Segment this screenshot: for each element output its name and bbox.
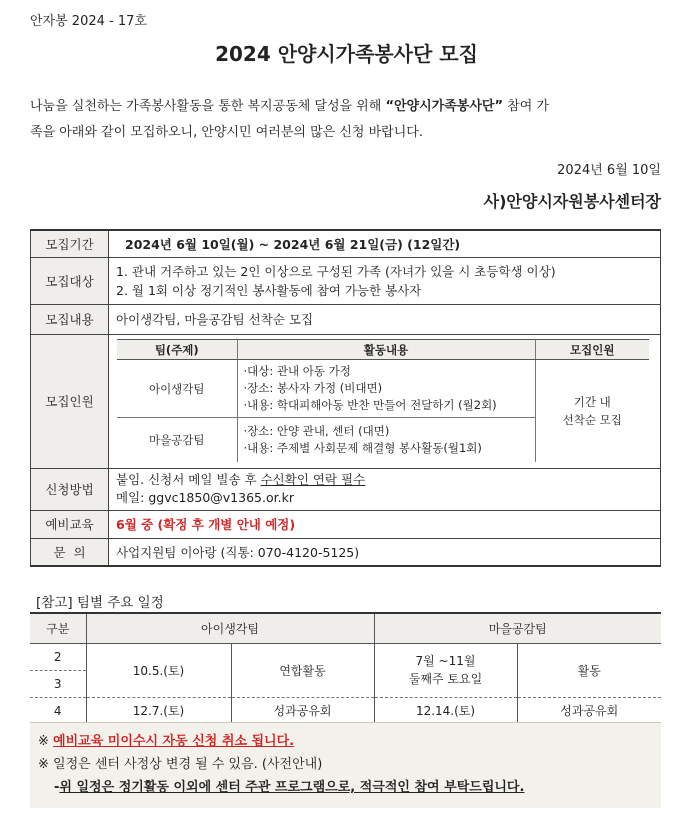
schedule-header [30, 613, 661, 643]
target-item-1: 1. 관내 거주하고 있는 2인 이상으로 구성된 가족 (자녀가 있을 시 초등학생 이상) [116, 263, 556, 279]
edu-value: 6월 중 (확정 후 개별 안내 예정) [109, 510, 661, 538]
intro-line-1 [30, 98, 670, 116]
note-participation [54, 779, 524, 797]
team-activity: ·내용: 주제별 사회문제 해결형 봉사활동(월1회) [243, 441, 482, 455]
note-cancel [38, 733, 294, 751]
apply-value [109, 468, 661, 510]
team-header-activity: 활동내용 [237, 340, 535, 360]
schedule-cell: 12.7.(토) [86, 697, 231, 724]
team-table-header [117, 340, 649, 360]
edu-row [31, 510, 661, 538]
target-item-2: 2. 월 1회 이상 정기적인 봉사활동에 참여 가능한 봉사자 [116, 282, 422, 298]
recruit-row [31, 334, 661, 468]
schedule-col-team2: 마을공감팀 [374, 613, 661, 643]
schedule-col-gubun: 구분 [30, 613, 86, 643]
issuing-organization: 사)안양시자원봉사센터장 [483, 192, 661, 211]
schedule-cell-line: 7월 ~11월 [415, 654, 476, 668]
schedule-cell: 10.5.(토) [86, 643, 231, 697]
apply-email[interactable]: 메일: ggvc1850@v1365.or.kr [116, 490, 294, 505]
team-header-count: 모집인원 [535, 340, 649, 360]
team-name: 마을공감팀 [117, 418, 237, 462]
target-label: 모집대상 [31, 257, 109, 304]
recruit-count-line-2: 선착순 모집 [562, 413, 622, 427]
schedule-row-label: 3 [30, 670, 86, 697]
recruit-label: 모집인원 [31, 334, 109, 468]
content-row [31, 304, 661, 334]
intro-text-bold: “안양시가족봉사단” [385, 99, 503, 114]
schedule-row [30, 643, 661, 670]
schedule-row-label: 2 [30, 643, 86, 670]
team-activities [237, 360, 535, 418]
period-label: 모집기간 [31, 230, 109, 257]
note-dash: - [54, 780, 60, 795]
content-label: 모집내용 [31, 304, 109, 334]
schedule-cell-line: 둘째주 토요일 [408, 672, 483, 686]
schedule-table [30, 612, 661, 725]
schedule-row-label: 4 [30, 697, 86, 724]
schedule-cell [374, 643, 517, 697]
contact-value: 사업지원팀 이아랑 (직통: 070-4120-5125) [109, 538, 661, 566]
apply-label: 신청방법 [31, 468, 109, 510]
recruit-count [535, 360, 649, 462]
team-row [117, 360, 649, 418]
page-title: 2024 안양시가족봉사단 모집 [215, 42, 478, 66]
period-value: 2024년 6월 10일(월) ~ 2024년 6월 21일(금) (12일간) [109, 230, 661, 257]
team-table [117, 339, 649, 462]
note-mark: ※ [38, 734, 54, 749]
issue-date: 2024년 6월 10일 [557, 163, 661, 178]
target-row [31, 257, 661, 304]
apply-line-1-text: 붙임. 신청서 메일 빌송 후 [116, 472, 261, 487]
team-name: 아이생각팀 [117, 360, 237, 418]
period-row [31, 230, 661, 257]
apply-confirm-required: 수신확인 연락 필수 [260, 472, 366, 487]
note-participation-text: 위 일정은 정기활동 이외에 센터 주관 프로그램으로, 적극적인 참여 부탁드립니다. [59, 780, 525, 795]
intro-text-pre: 나눔을 실천하는 가족봉사활동을 통한 복지공동체 달성을 위해 [30, 99, 386, 114]
team-header-theme: 팀(주제) [117, 340, 237, 360]
team-activity: ·내용: 학대피해아동 반찬 만들어 전달하기 (월2회) [243, 398, 497, 413]
schedule-title: [참고] 팀별 주요 일정 [36, 595, 164, 611]
team-activities [237, 418, 535, 462]
intro-line-2: 족을 아래와 같이 모집하오니, 안양시민 여러분의 많은 신청 바랍니다. [30, 125, 423, 140]
recruit-count-line-1: 기간 내 [573, 395, 611, 409]
schedule-cell: 12.14.(토) [374, 697, 517, 724]
recruitment-info-table [30, 229, 661, 567]
apply-line-1 [116, 471, 660, 489]
schedule-cell: 연합활동 [231, 643, 374, 697]
notes-box [30, 722, 661, 808]
content-value: 아이생각팀, 마을공감팀 선착순 모집 [109, 304, 661, 334]
schedule-cell: 성과공유회 [231, 697, 374, 724]
team-activity: ·장소: 안양 관내, 센터 (대면) [243, 424, 390, 438]
schedule-cell: 성과공유회 [517, 697, 661, 724]
document-number: 안자봉 2024 - 17호 [30, 14, 147, 29]
recruit-value [109, 334, 661, 468]
contact-row [31, 538, 661, 566]
note-schedule-change: ※ 일정은 센터 사정상 변경 될 수 있음. (사전안내) [38, 757, 323, 772]
note-cancel-text: 예비교육 미이수시 자동 신청 취소 됩니다. [53, 734, 295, 749]
target-value [109, 257, 661, 304]
team-activity: ·장소: 봉사자 가정 (비대면) [243, 381, 383, 396]
contact-label: 문 의 [31, 538, 109, 566]
schedule-row [30, 697, 661, 724]
schedule-cell: 활동 [517, 643, 661, 697]
edu-label: 예비교육 [31, 510, 109, 538]
team-activity: ·대상: 관내 아동 가정 [243, 364, 351, 379]
schedule-col-team1: 아이생각팀 [86, 613, 374, 643]
intro-text-post: 참여 가 [503, 99, 549, 114]
apply-row [31, 468, 661, 510]
